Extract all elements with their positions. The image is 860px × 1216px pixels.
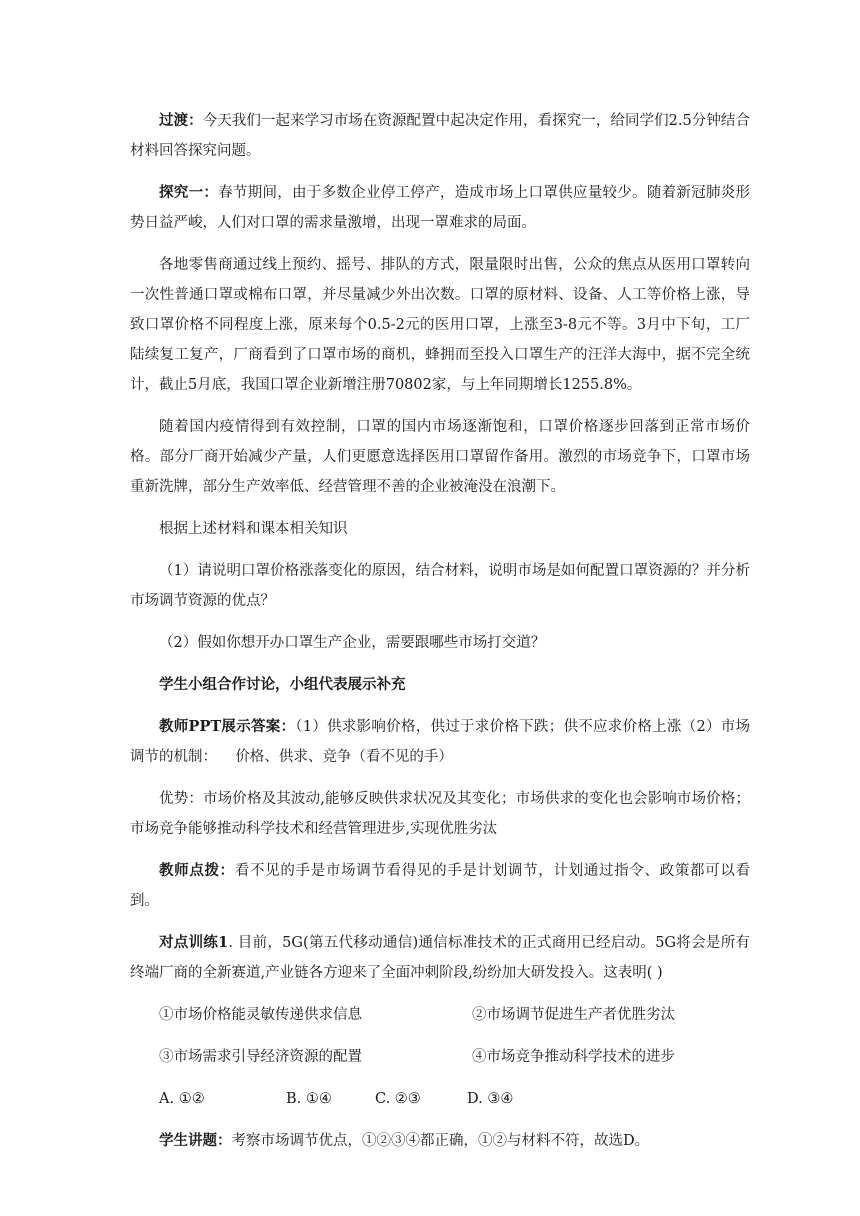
question-1: （1）请说明口罩价格涨落变化的原因，结合材料，说明市场是如何配置口罩资源的？并分析市场调节资源的优点？ [130, 563, 750, 609]
student-talk-text: 考察市场调节优点，①②③④都正确，①②与材料不符，故选D。 [231, 1133, 650, 1149]
control-paragraph: 随着国内疫情得到有效控制，口罩的国内市场逐渐饱和，口罩价格逐步回落到正常市场价格。部分厂商开始减少产量，人们更愿意选择医用口罩留作备用。激烈的市场竞争下，口罩市场重新洗牌，部分生产效率低、经营管理不善的企业被淹没在浪潮下。 [130, 419, 750, 495]
retail-paragraph: 各地零售商通过线上预约、摇号、排队的方式，限量限时出售，公众的焦点从医用口罩转向一次性普通口罩或棉布口罩，并尽量减少外出次数。口罩的原材料、设备、人工等价格上涨，导致口罩价格不同程度上涨，原来每个0.5-2元的医用口罩，上涨至3-8元不等。3月中下旬，工厂陆续复工复产，厂商看到了口罩市场的商机，蜂拥而至投入口罩生产的汪洋大海中，据不完全统计，截止5月底，我国口罩企业新增注册70802家，与上年同期增长1255.8%。 [130, 257, 750, 393]
group-discussion-heading: 学生小组合作讨论，小组代表展示补充 [159, 676, 406, 693]
prompt-paragraph: 根据上述材料和课本相关知识 [159, 521, 348, 537]
answer-d: D. ③④ [467, 1091, 514, 1107]
advantages-paragraph: 优势：市场价格及其波动,能够反映供求状况及其变化；市场供求的变化也会影响市场价格；市场竞争能够推动科学技术和经营管理进步,实现优胜劣汰 [130, 791, 750, 837]
exercise-paragraph [130, 928, 750, 988]
inquiry1-paragraph [130, 178, 750, 238]
student-talk-paragraph [130, 1126, 750, 1156]
answer-b: B. ①④ [286, 1091, 332, 1107]
inquiry1-text: 春节期间，由于多数企业停工停产，造成市场上口罩供应量较少。随着新冠肺炎形势日益严峻，人们对口罩的需求量激增，出现一罩难求的局面。 [130, 185, 751, 231]
exercise-label: 对点训练1 [159, 934, 229, 951]
option-4: ④市场竞争推动科学技术的进步 [472, 1049, 675, 1065]
teacher-ppt-label: 教师PPT展示答案： [159, 718, 296, 735]
exercise-text: . 目前，5G(第五代移动通信)通信标准技术的正式商用已经启动。5G将会是所有终端厂商的全新赛道,产业链各方迎来了全面冲刺阶段,纷纷加大研发投入。这表明( ) [130, 935, 750, 981]
teacher-tip-paragraph [130, 856, 750, 916]
option-2: ②市场调节促进生产者优胜劣汰 [472, 1007, 675, 1023]
student-talk-label: 学生讲题： [159, 1132, 232, 1149]
answer-a: A. ①② [159, 1091, 205, 1107]
transition-text: 今天我们一起来学习市场在资源配置中起决定作用，看探究一，给同学们2.5分钟结合材料回答探究问题。 [130, 113, 750, 159]
teacher-tip-text: 看不见的手是市场调节看得见的手是计划调节，计划通过指令、政策都可以看到。 [130, 863, 751, 909]
answer-choices [159, 1084, 750, 1114]
teacher-tip-label: 教师点拨： [159, 862, 235, 879]
option-1: ①市场价格能灵敏传递供求信息 [159, 1007, 362, 1023]
transition-label: 过渡： [159, 112, 203, 129]
teacher-ppt-text: （1）供求影响价格，供过于求价格下跌；供不应求价格上涨（2）市场调节的机制： 价格、供求、竞争（看不见的手） [130, 719, 750, 765]
inquiry1-label: 探究一： [159, 184, 219, 201]
exercise-options [159, 1000, 750, 1084]
transition-paragraph [130, 106, 750, 166]
teacher-ppt-paragraph [130, 712, 750, 772]
option-3: ③市场需求引导经济资源的配置 [159, 1049, 362, 1065]
question-2: （2）假如你想开办口罩生产企业，需要跟哪些市场打交道？ [159, 635, 546, 651]
answer-c: C. ②③ [375, 1091, 421, 1107]
